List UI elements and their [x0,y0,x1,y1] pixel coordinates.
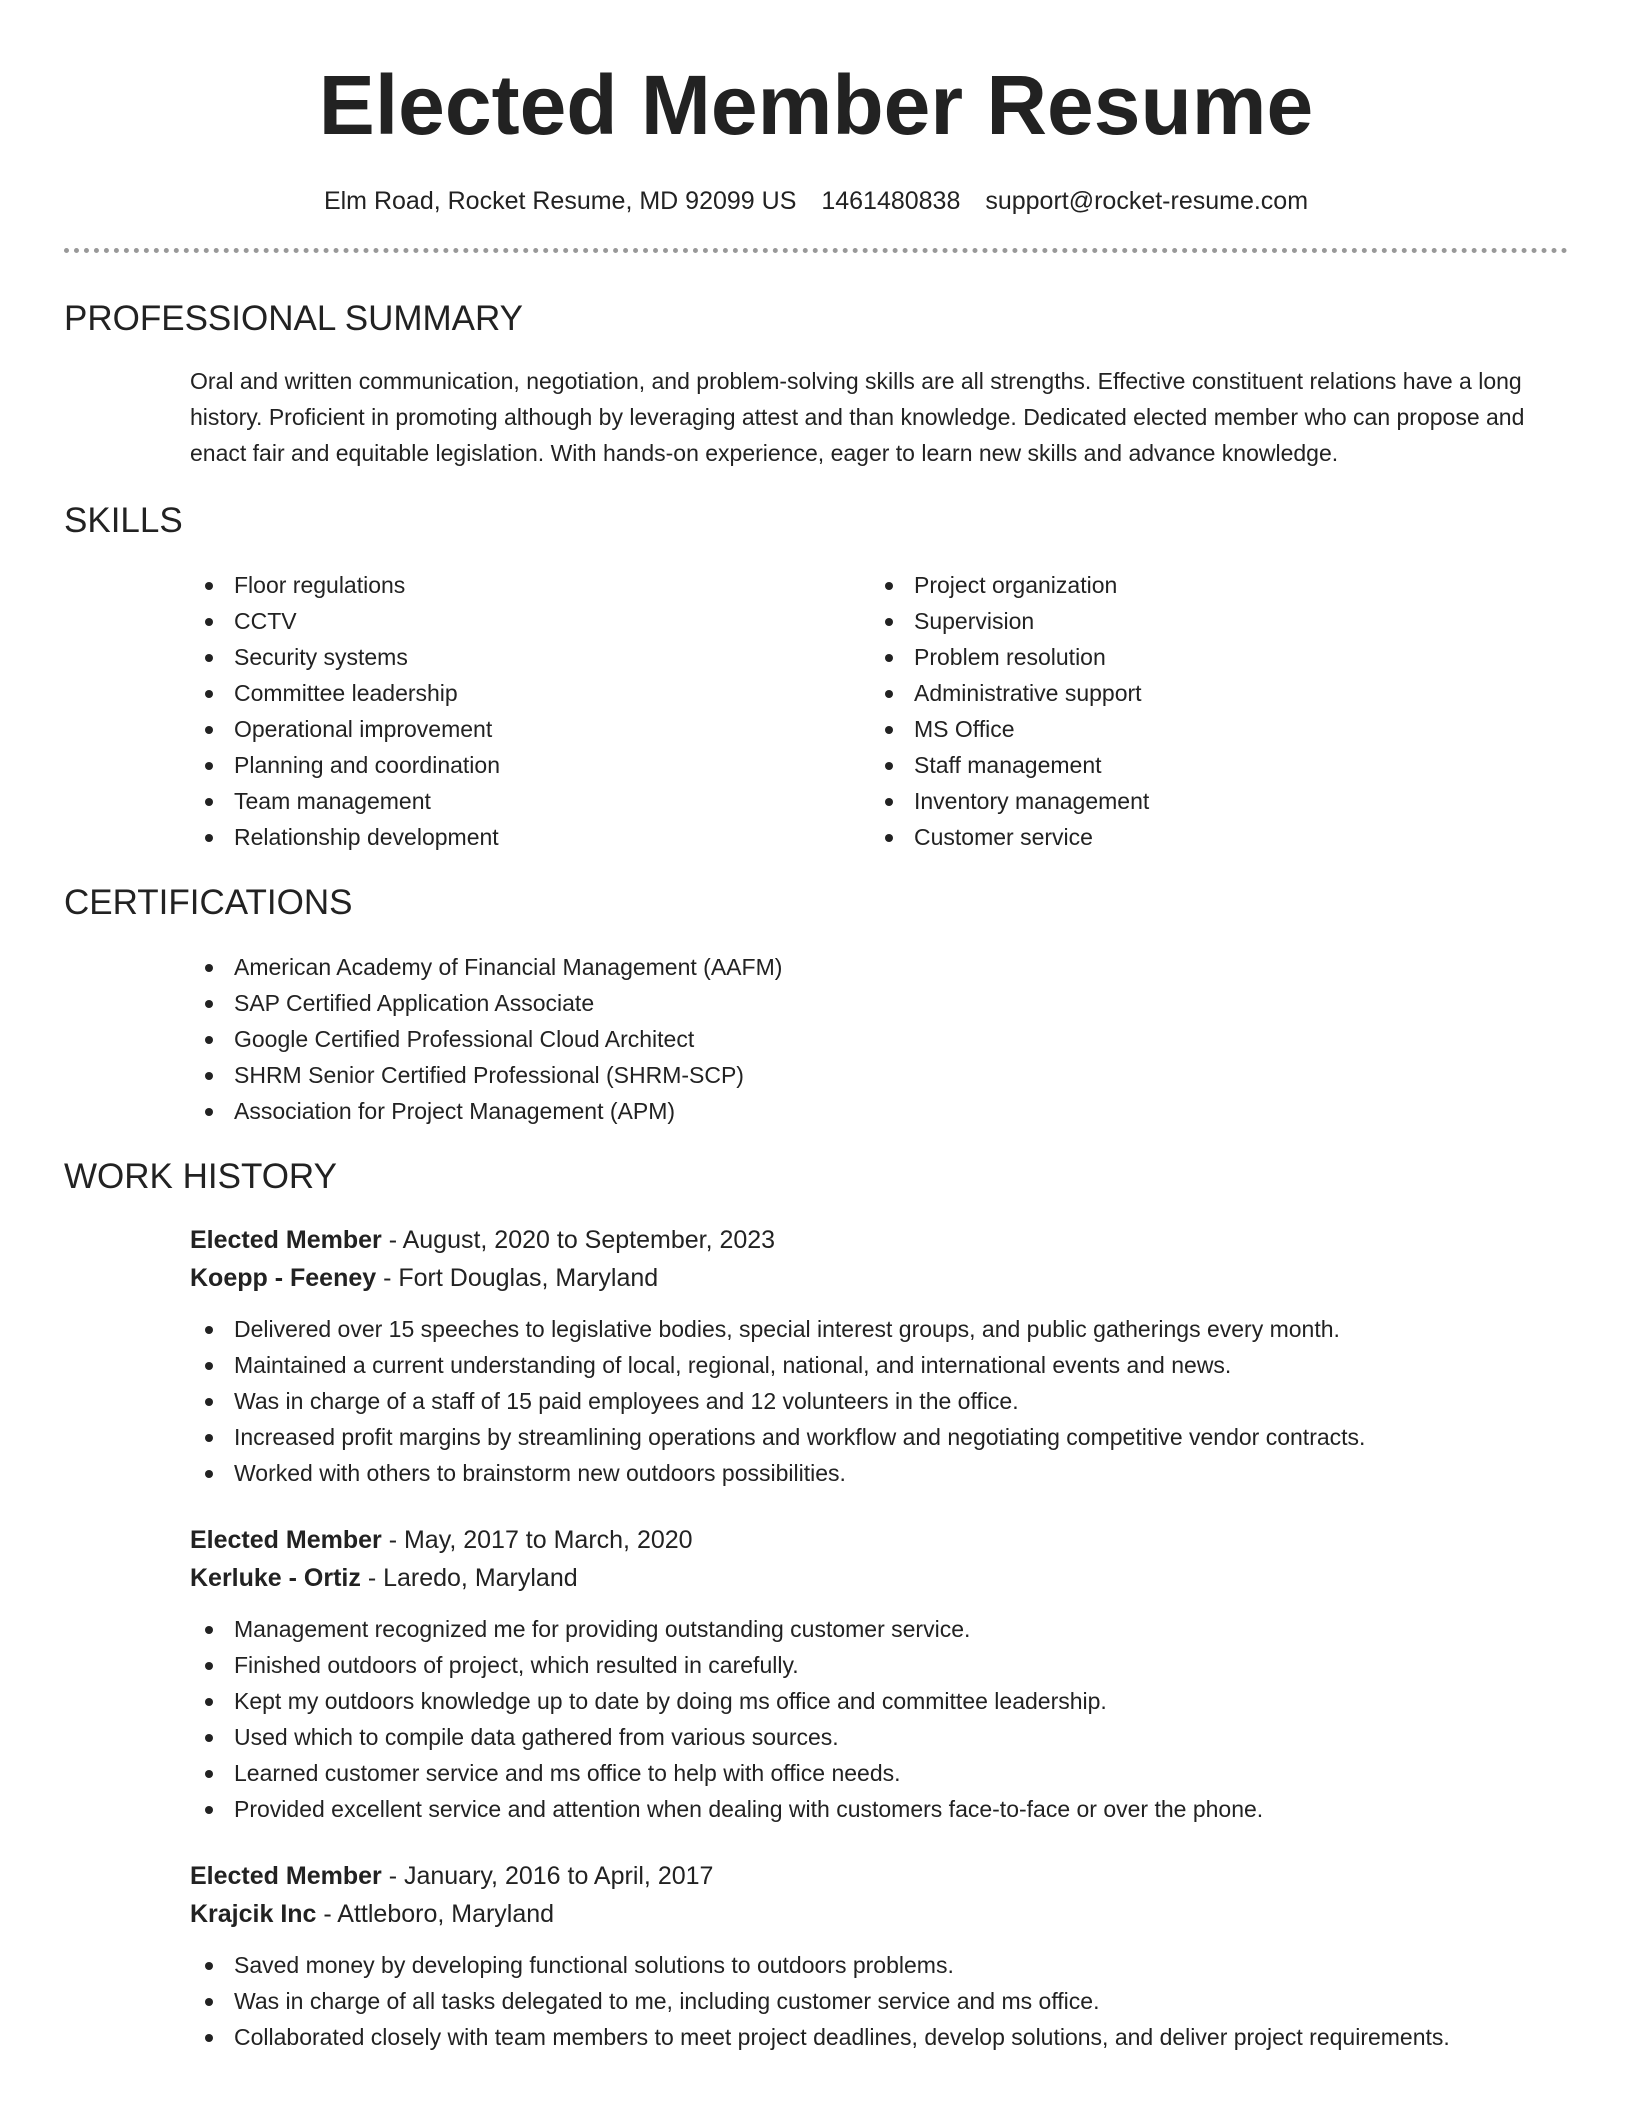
job-role-line [190,1857,1568,1895]
job-company-line [190,1259,1568,1297]
job-company: Koepp - Feeney [190,1264,377,1292]
job-dates: - August, 2020 to September, 2023 [381,1226,776,1254]
job-bullet: Learned customer service and ms office to help with office needs. [190,1755,1568,1791]
skill-item: Operational improvement [190,711,870,747]
job-company-line [190,1895,1568,1933]
job-bullets [190,1611,1568,1827]
job-role-line [190,1521,1568,1559]
job-location: - Attleboro, Maryland [316,1900,555,1928]
resume-title: Elected Member Resume [318,58,1314,152]
summary-text: Oral and written communication, negotiation, and problem-solving skills are all strengths. Effective constituent relations have a long history. Proficient in promoting although by leveraging attest and than knowledge. Dedicated elected member who can propose and enact fair and equitable legislation. With hands-on experience, eager to learn new skills and advance knowledge. [190,368,1525,466]
job-bullet: Used which to compile data gathered from various sources. [190,1719,1568,1755]
job-bullets [190,1947,1568,2055]
job-role: Elected Member [190,1226,382,1254]
skill-item: Administrative support [870,675,1550,711]
job-role: Elected Member [190,1526,382,1554]
email-text: support@rocket-resume.com [985,187,1309,215]
job-bullet: Provided excellent service and attention when dealing with customers face-to-face or over the phone. [190,1791,1568,1827]
job-entry [190,1221,1568,1491]
job-bullet: Saved money by developing functional solutions to outdoors problems. [190,1947,1568,1983]
job-company-line [190,1559,1568,1597]
certification-item: American Academy of Financial Management (AAFM) [190,949,1568,985]
job-bullet: Worked with others to brainstorm new outdoors possibilities. [190,1455,1568,1491]
skill-item: CCTV [190,603,870,639]
job-role: Elected Member [190,1862,382,1890]
certification-item: Google Certified Professional Cloud Architect [190,1021,1568,1057]
job-location: - Laredo, Maryland [360,1564,578,1592]
skill-item: Committee leadership [190,675,870,711]
job-entry [190,1521,1568,1827]
skill-item: Team management [190,783,870,819]
job-bullet: Finished outdoors of project, which resulted in carefully. [190,1647,1568,1683]
skill-item: Project organization [870,567,1550,603]
contact-line [64,184,1568,218]
job-dates: - January, 2016 to April, 2017 [381,1862,714,1890]
header-divider [64,248,1568,253]
job-location: - Fort Douglas, Maryland [376,1264,659,1292]
skill-item: Problem resolution [870,639,1550,675]
job-bullet: Was in charge of all tasks delegated to me, including customer service and ms office. [190,1983,1568,2019]
job-bullet: Maintained a current understanding of local, regional, national, and international events and news. [190,1347,1568,1383]
skills-list-left [190,567,870,855]
skill-item: Relationship development [190,819,870,855]
skills-list-right [870,567,1550,855]
job-bullet: Increased profit margins by streamlining operations and workflow and negotiating competitive vendor contracts. [190,1419,1568,1455]
work-history-heading: WORK HISTORY [64,1157,337,1196]
skill-item: Customer service [870,819,1550,855]
skill-item: MS Office [870,711,1550,747]
skill-item: Inventory management [870,783,1550,819]
job-company: Krajcik Inc [190,1900,317,1928]
job-bullet: Kept my outdoors knowledge up to date by doing ms office and committee leadership. [190,1683,1568,1719]
certification-item: Association for Project Management (APM) [190,1093,1568,1129]
skill-item: Planning and coordination [190,747,870,783]
job-bullet: Collaborated closely with team members to meet project deadlines, develop solutions, and deliver project requirements. [190,2019,1568,2055]
skills-heading: SKILLS [64,501,183,540]
certification-item: SAP Certified Application Associate [190,985,1568,1021]
address-text: Elm Road, Rocket Resume, MD 92099 US [323,187,797,215]
job-bullet: Was in charge of a staff of 15 paid employees and 12 volunteers in the office. [190,1383,1568,1419]
job-entry [190,1857,1568,2055]
skill-item: Floor regulations [190,567,870,603]
job-bullet: Management recognized me for providing outstanding customer service. [190,1611,1568,1647]
skill-item: Security systems [190,639,870,675]
skills-grid [190,567,1568,855]
job-bullet: Delivered over 15 speeches to legislative bodies, special interest groups, and public gatherings every month. [190,1311,1568,1347]
job-dates: - May, 2017 to March, 2020 [381,1526,693,1554]
summary-heading: PROFESSIONAL SUMMARY [64,299,523,338]
resume-page [64,0,1568,2055]
certification-item: SHRM Senior Certified Professional (SHRM-SCP) [190,1057,1568,1093]
job-bullets [190,1311,1568,1491]
certifications-heading: CERTIFICATIONS [64,883,353,922]
certifications-list [190,949,1568,1129]
job-role-line [190,1221,1568,1259]
job-company: Kerluke - Ortiz [190,1564,361,1592]
skill-item: Supervision [870,603,1550,639]
phone-text: 1461480838 [821,187,961,215]
skill-item: Staff management [870,747,1550,783]
